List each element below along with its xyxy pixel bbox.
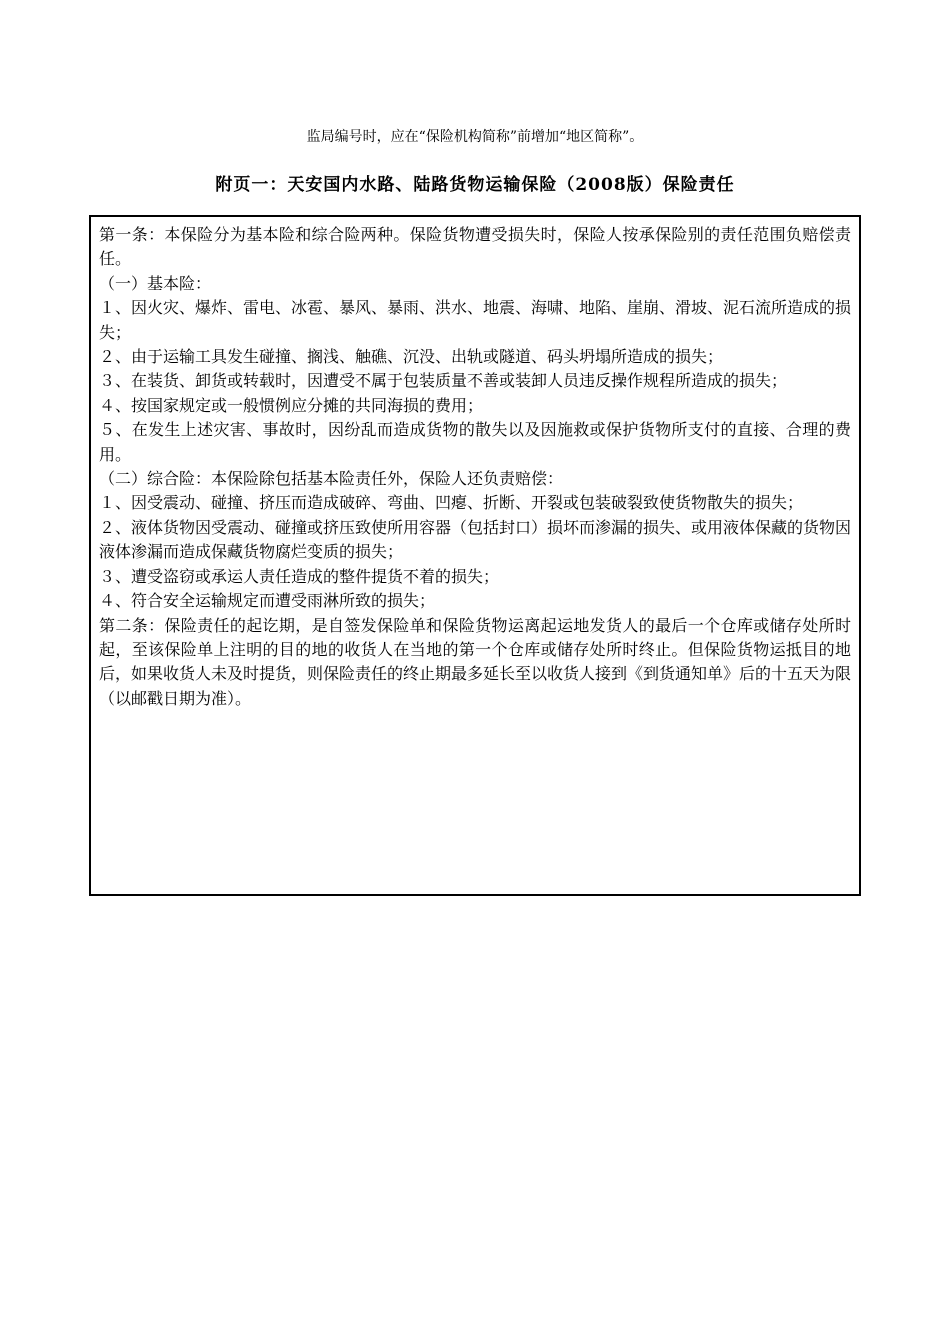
clause-basic-item-4: ４、按国家规定或一般惯例应分摊的共同海损的费用； [99,395,484,415]
clause-comprehensive-item-1: １、因受震动、碰撞、挤压而造成破碎、弯曲、凹瘪、折断、开裂或包装破裂致使货物散失的损失； [99,493,804,513]
clause-basic-heading: （一）基本险： [99,273,212,293]
clause-comprehensive-item-3: ３、遭受盗窃或承运人责任造成的整件提货不着的损失； [99,566,500,586]
page-title: 附页一：天安国内水路、陆路货物运输保险（2008版）保险责任 [215,175,735,195]
clauses-content [99,223,851,711]
clause-basic-item-3: ３、在装货、卸货或转载时，因遭受不属于包装质量不善或装卸人员违反操作规程所造成的损失； [99,371,788,391]
clause-comprehensive-item-2: ２、液体货物因受震动、碰撞或挤压致使所用容器（包括封口）损坏而渗漏的损失、或用液体保藏的货物因液体渗漏而造成保藏货物腐烂变质的损失； [99,517,852,562]
clause-article-1: 第一条：本保险分为基本险和综合险两种。保险货物遭受损失时，保险人按承保险别的责任范围负赔偿责任。 [99,225,851,269]
header-note: 监局编号时，应在“保险机构简称”前增加“地区简称”。 [306,129,644,145]
clause-basic-item-1: １、因火灾、爆炸、雷电、冰雹、暴风、暴雨、洪水、地震、海啸、地陷、崖崩、滑坡、泥石流所造成的损失； [99,298,852,342]
clauses-box [89,215,861,896]
clause-comprehensive-item-4: ４、符合安全运输规定而遭受雨淋所致的损失； [99,591,436,611]
clause-basic-item-5: ５、在发生上述灾害、事故时，因纷乱而造成货物的散失以及因施救或保护货物所支付的直接、合理的费用。 [99,420,851,464]
clause-comprehensive-heading: （二）综合险：本保险除包括基本险责任外，保险人还负责赔偿： [99,469,564,489]
clause-basic-item-2: ２、由于运输工具发生碰撞、搁浅、触礁、沉没、出轨或隧道、码头坍塌所造成的损失； [99,347,724,367]
clause-article-2: 第二条：保险责任的起讫期，是自签发保险单和保险货物运离起运地发货人的最后一个仓库或储存处所时起，至该保险单上注明的目的地的收货人在当地的第一个仓库或储存处所时终止。但保险货物运抵目的地后，如果收货人未及时提货，则保险责任的终止期最多延长至以收货人接到《到货通知单》后的十五天为限（以邮戳日期为准）。 [99,615,852,708]
